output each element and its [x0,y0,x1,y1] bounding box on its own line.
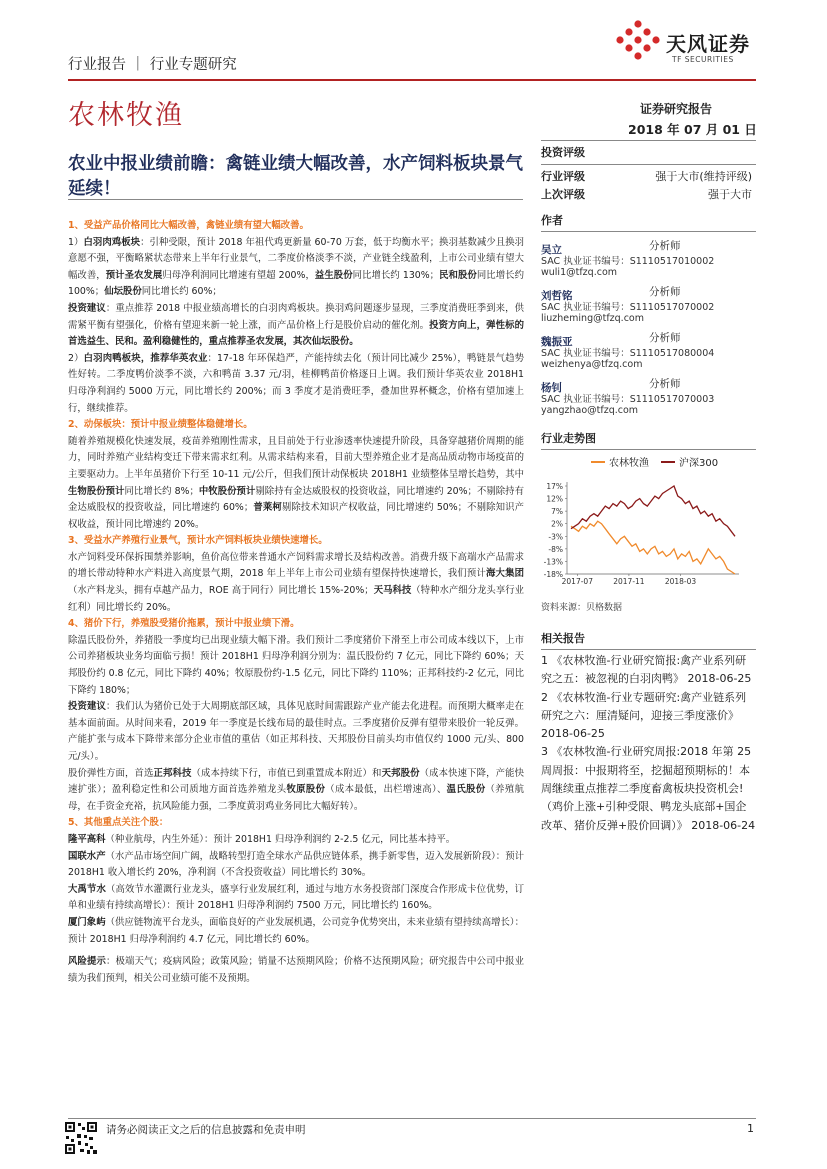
rating-section [541,140,756,204]
author-cert: SAC 执业证书编号：S1110517070002 [541,302,715,313]
body-text: ：极端天气；疫病风险；政策风险；销量不达预期风险；价格不达预期风险；研究报告中公司中报业绩为我们预判，相关公司业绩可能不及预期。 [68,956,524,984]
page-number: 1 [747,1122,754,1135]
emphasis-text: 普莱柯 [253,502,282,514]
related-section [541,630,756,835]
logo-name: 天风证券 [666,32,750,56]
emphasis-text: 大禹节水 [68,883,107,895]
emphasis-text: 隆平高科 [68,833,106,845]
series-line-hs300 [571,486,735,536]
y-tick-label: 17% [546,482,563,491]
related-report-link[interactable]: 2 《农林牧渔-行业专题研究:禽产业链系列研究之六：厘清疑问，迎接三季度涨价》 2018-06-25 [541,690,747,741]
emphasis-text: 海大集团 [486,568,524,580]
body-paragraph [68,434,524,534]
body-paragraph [68,235,524,301]
emphasis-text: 正邦科技 [153,767,192,779]
prev-rating-label: 上次评级 [541,188,585,201]
rating-title: 投资评级 [541,146,585,159]
section-heading: 3、受益水产养殖行业景气，预计水产饲料板块业绩快速增长。 [68,535,328,547]
emphasis-text: 天马科技 [373,585,412,597]
y-tick-label: -18% [543,570,563,579]
author-email[interactable]: wuli1@tfzq.com [541,267,618,278]
related-report-link[interactable]: 3 《农林牧渔-行业研究周报:2018 年第 25 周周报：中报期将至，挖掘超预期标的！本周继续重点推荐二季度畜禽板块投资机会!（鸡价上涨+引种受限、鸭龙头底部+国企改革、猪价反弹+股价回调）》 2018-06-24 [541,745,756,832]
related-title: 相关报告 [541,632,585,645]
emphasis-text: 厦门象屿 [68,916,106,928]
body-text: （供应链物流平台龙头，面临良好的产业发展机遇，公司竞争优势突出，未来业绩有望持续高增长）：预计 2018H1 归母净利润约 4.7 亿元，同比增长约 60%。 [68,916,524,945]
authors-section [541,212,756,422]
section-heading: 1、受益产品价格同比大幅改善，禽链业绩有望大幅改善。 [68,220,309,231]
report-date: 2018 年 07 月 01 日 [628,122,757,137]
y-tick-label: 12% [546,494,563,504]
body-text: ：我们认为猪价已处于大周期底部区域，具体见底时间需跟踪产业产能去化进程。而预期大概率走在基本面前面。从时间来看，2019 年一季度是长线布局的最佳时点。三季度猪价反弹有望带来股价一轮反弹。产能扩张与成本下降带来部分企业市值的重估（如正邦科技、天邦股份目前头均市值仅约 1000 元/头、800 元/头）。 [68,701,524,762]
report-type: 行业报告 ｜ 行业专题研究 [68,57,237,73]
body-paragraph [68,915,524,948]
logo-english-name: TF SECURITIES [672,55,734,64]
report-title: 农业中报业绩前瞻：禽链业绩大幅改善，水产饲料板块景气延续！ [68,154,523,199]
x-tick-label: 2017-07 [561,577,593,586]
author-name: 刘哲铭 [541,290,573,302]
rating-rule-2 [541,164,756,165]
author-name: 杨钊 [541,382,562,394]
emphasis-text: 天邦股份 [381,767,420,779]
y-tick-label: -13% [543,557,563,567]
body-text: 同比增长约 60%； [141,286,222,298]
author-name: 吴立 [541,244,562,256]
legend-label: 沪深300 [679,458,719,469]
footer-disclaimer: 请务必阅读正文之后的信息披露和免责申明 [106,1124,306,1136]
body-paragraph [68,351,524,417]
header-rule [68,79,756,81]
author-cert: SAC 执业证书编号：S1110517010002 [541,256,715,267]
body-text: 随着养殖规模化快速发展，疫苗养殖刚性需求，且目前处于行业渗透率快速提升阶段，具备穿越猪价周期的能力，同时养殖产业结构变迁下带来需求红利。从需求结构来看，目前大型养殖企业才是高品质动物市场疫苗的主要驱动力。上半年虽猪价下行至 10-11 元/公斤，但我们预计动保板块 2018H1 业绩整体呈增长趋势，其中 [68,435,524,480]
body-text: 同比增长约 130%； [352,269,440,281]
emphasis-text: 温氏股份 [446,784,486,796]
y-tick-label: 2% [551,519,563,529]
company-logo [614,18,774,70]
body-paragraph [68,699,524,765]
author-entry [541,284,756,324]
emphasis-text: 白羽肉鸭板块，推荐华英农业 [83,352,208,364]
emphasis-text: 中牧股份预计 [198,485,256,497]
authors-list [541,238,756,416]
x-tick-label: 2018-03 [664,577,697,586]
authors-rule [541,231,756,232]
industry-rating-row [541,168,756,186]
body-text: （特种水产细分龙头享行业红利）同比增长约 20%。 [68,585,524,613]
sector-name: 农林牧渔 [68,100,184,131]
y-tick-label: -8% [548,544,563,554]
emphasis-text: 益生股份 [314,269,353,281]
author-entry [541,238,756,278]
series-line-agriculture [571,521,735,574]
trend-title: 行业走势图 [541,432,596,445]
body-text: （成本最低，出栏增速高）、 [325,784,447,796]
author-entry [541,376,756,416]
trend-chart [541,450,756,590]
body-paragraph [68,882,524,915]
body-paragraph [68,832,524,849]
body-paragraph [68,633,524,699]
author-name: 魏振亚 [541,336,573,348]
author-cert: SAC 执业证书编号：S1110517080004 [541,348,715,359]
body-paragraph [68,849,524,882]
emphasis-text: 投资建议 [68,701,107,713]
author-email[interactable]: liuzheming@tfzq.com [541,313,644,324]
footer-rule [68,1118,756,1119]
body-text: 归母净利润同比增速有望超 200%， [162,269,315,281]
emphasis-text: 民和股份 [439,269,477,281]
body-text: 2） [68,352,84,364]
related-rule [541,649,756,650]
emphasis-text: 仙坛股份 [104,286,142,298]
author-role: 分析师 [649,240,681,252]
prev-rating-value: 强于大市 [708,188,752,201]
section-heading: 5、其他重点关注个股： [68,817,169,829]
body-text: 同比增长约 100%； [68,269,524,298]
qr-code-icon [64,1121,98,1155]
emphasis-text: 牧原股份 [286,784,326,796]
section-heading: 4、猪价下行，养殖股受猪价拖累，预计中报业绩下滑。 [68,618,300,630]
body-text: 剔除持有金达威股权的投资收益，同比增速约 20%；不剔除持有金达威股权的投资收益，同比增速约 60%； [68,485,524,514]
body-text: （水产料龙头，拥有卓越产品力，ROE 高于同行）同比增长 15%-20%； [68,585,374,597]
emphasis-text: 白羽肉鸡板块 [83,236,141,248]
related-list [541,652,756,835]
body-text: ：重点推荐 2018 中报业绩高增长的白羽肉鸡板块。换羽鸡问题逐步显现，三季度消费旺季到来，供需紧平衡有望强化，价格有望迎来新一轮上涨，而产品价格上行是股价启动的催化剂。 [68,302,524,331]
body-text: （水产品市场空间广阔，战略转型打造全球水产品供应链体系，携手新零售，迈入发展新阶段）：预计 2018H1 收入增长约 20%，净利润（不含投资收益）同比增长约 30%。 [68,850,524,879]
chart-source: 资料来源：贝格数据 [541,603,623,613]
body-text: （成本快速下降，产能快速扩张）；盈利稳定性和公司质地方面首选养殖龙头 [68,767,524,796]
emphasis-text: 投资方向上，弹性标的首选益生、民和。盈利稳健性的，重点推荐圣农发展，其次仙坛股份。 [68,319,524,348]
body-text: ：引种受限，预计 2018 年祖代鸡更新量 60-70 万套，低于均衡水平；换羽基数减少且换羽意愿不强，平衡略紧状态带来上半年行业景气，二季度价格淡季不淡，产业链全线盈利，上市公司业绩有望大幅改善， [68,236,524,281]
related-report-link[interactable]: 1 《农林牧渔-行业研究简报:禽产业系列研究之五：被忽视的白羽肉鸭》 2018-06-25 [541,654,752,686]
report-kind: 证券研究报告 [640,102,713,116]
section-heading: 2、动保板块：预计中报业绩整体稳健增长。 [68,419,253,431]
body-text: 同比增长约 8%； [124,485,199,497]
emphasis-text: 投资建议 [68,302,106,314]
author-cert: SAC 执业证书编号：S1110517070003 [541,394,715,405]
body-text: 剔除技术知识产权收益，同比增速约 50%；不剔除知识产权收益，预计同比增速约 20%。 [68,502,524,530]
rating-rule [541,140,756,141]
body-text: （成本持续下行，市值已到重置成本附近）和 [191,767,382,779]
title-rule [68,199,523,200]
author-role: 分析师 [649,332,681,344]
emphasis-text: 预计圣农发展 [105,269,163,281]
author-role: 分析师 [649,378,681,390]
body-text: ：17-18 年环保趋严，产能持续去化（预计同比减少 25%），鸭链景气趋势性好转。二季度鸭价淡季不淡，六和鸭苗 3.37 元/羽，桂柳鸭苗价格逐日上调。我们预计华英农业 2018H1 归母净利润约 5000 万元，同比增长约 200%；而 3 季度才是消费旺季，叠加世界杯概念，价格有望加速上行，继续推荐。 [68,352,524,414]
prev-rating-row [541,186,756,204]
industry-rating-value: 强于大市(维持评级) [655,170,752,183]
authors-title: 作者 [541,214,563,227]
report-body [68,218,524,987]
body-text: 水产饲料受环保拆围禁养影响，鱼价高位带来普通水产饲料需求增长及结构改善。消费升级下高端水产品需求的增长带动特种水产料进入高度景气期，2018 年上半年上市公司业绩有望保持快速增长，我们预计 [68,551,524,580]
industry-rating-label: 行业评级 [541,170,585,183]
author-role: 分析师 [649,286,681,298]
emphasis-text: 风险提示 [68,956,107,968]
body-text: （种业航母，内生外延）：预计 2018H1 归母净利润约 2-2.5 亿元，同比基本持平。 [105,833,456,845]
x-tick-label: 2017-11 [613,577,645,586]
body-text: 股价弹性方面，首选 [68,767,154,779]
body-text: 除温氏股份外，养猪股一季度均已出现业绩大幅下滑。我们预计二季度猪价下滑至上市公司成本线以下，上市公司养猪板块业务均面临亏损！预计 2018H1 归母净利润分别为：温氏股份约 7 亿元，同比下降约 60%；天邦股份约 0.8 亿元，同比下降约 40%；牧原股份约-1.5 亿元，同比下降约 110%；正邦科技约-2 亿元，同比下降约 180%； [68,634,524,696]
author-email[interactable]: weizhenya@tfzq.com [541,359,643,370]
body-text: 1） [68,236,84,248]
emphasis-text: 国联水产 [68,850,106,862]
body-paragraph [68,301,524,351]
y-tick-label: 7% [551,507,563,517]
body-paragraph [68,550,524,616]
author-email[interactable]: yangzhao@tfzq.com [541,405,639,416]
body-paragraph [68,766,524,816]
legend-label: 农林牧渔 [609,458,649,469]
emphasis-text: 生物股份预计 [68,485,125,497]
author-entry [541,330,756,370]
body-text: （高效节水灌溉行业龙头，盛享行业发展红利，通过与地方水务投资部门深度合作形成卡位优势，订单和业绩有持续高增长）：预计 2018H1 归母净利润约 7500 万元，同比增长约 160%。 [68,883,524,912]
y-tick-label: -3% [548,532,563,542]
body-paragraph [68,954,524,987]
body-text: （养殖航母，在手资金充裕，抗风险能力强，二季度黄羽鸡业务同比大幅好转）。 [68,784,524,812]
trend-section [541,430,756,450]
logo-dots-icon [614,18,662,70]
